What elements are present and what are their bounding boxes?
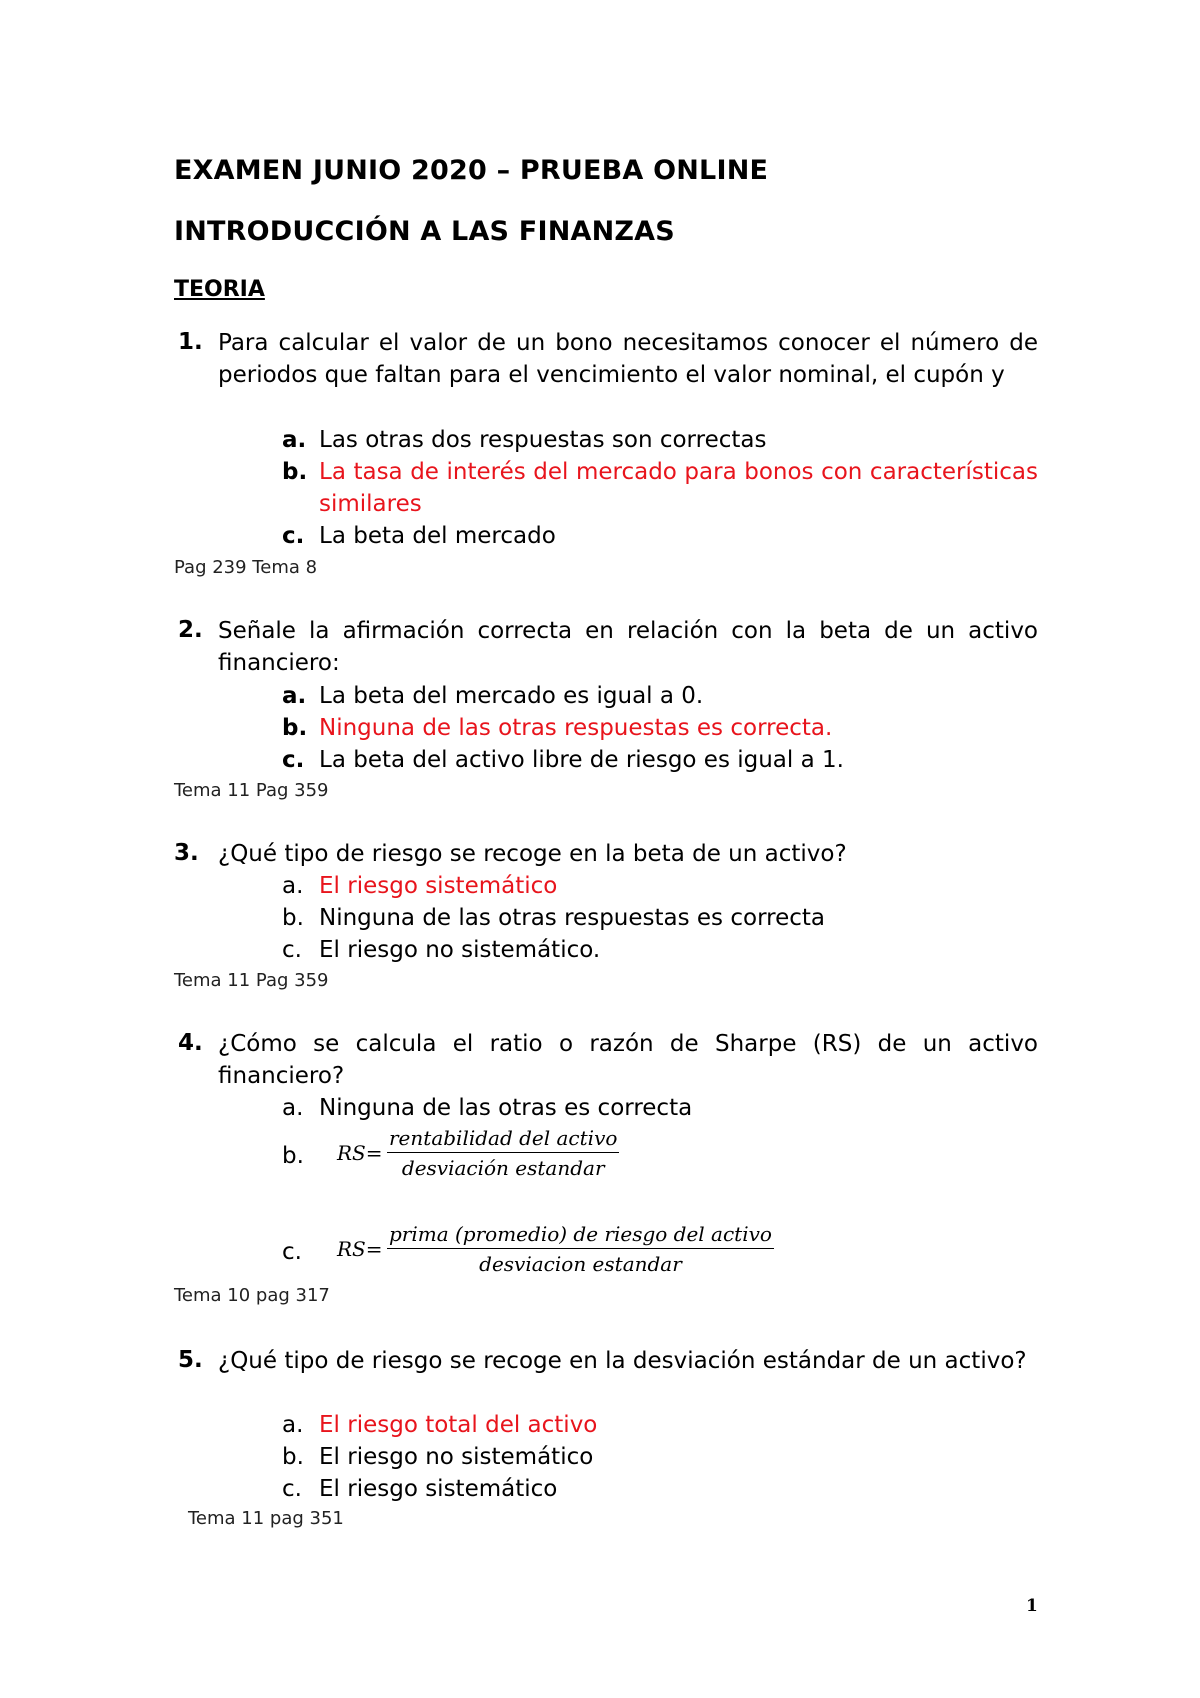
- formula-numerator: prima (promedio) de riesgo del activo: [387, 1220, 774, 1249]
- option-text: La beta del mercado es igual a 0.: [319, 683, 704, 709]
- formula-fraction: [387, 1220, 774, 1279]
- formula-denominator: desviacion estandar: [479, 1252, 682, 1276]
- question-5-number: 5.: [178, 1347, 203, 1373]
- formula-denominator: desviación estandar: [401, 1156, 605, 1180]
- course-title: INTRODUCCIÓN A LAS FINANZAS: [174, 216, 675, 247]
- option-letter: a.: [282, 1412, 304, 1438]
- option-text-correct: La tasa de interés del mercado para bonos con características similares: [319, 459, 1038, 517]
- option-text: Ninguna de las otras respuestas es correcta: [319, 905, 825, 931]
- option-letter: b.: [282, 905, 304, 931]
- question-2-number: 2.: [178, 617, 203, 643]
- question-2-option-a: [282, 680, 1038, 712]
- question-1-number: 1.: [178, 329, 203, 355]
- option-letter: c.: [282, 937, 302, 963]
- option-text-correct: El riesgo total del activo: [319, 1412, 598, 1438]
- question-2-option-c: [282, 744, 1038, 776]
- option-letter: c.: [282, 747, 305, 773]
- option-letter: b.: [282, 1143, 304, 1169]
- question-1-option-b: [282, 456, 1038, 520]
- formula-numerator: rentabilidad del activo: [387, 1124, 619, 1153]
- option-letter: c.: [282, 523, 305, 549]
- exam-title: EXAMEN JUNIO 2020 – PRUEBA ONLINE: [174, 155, 769, 186]
- question-2-option-b: [282, 712, 1038, 744]
- option-text: El riesgo no sistemático.: [319, 937, 601, 963]
- option-letter: a.: [282, 873, 304, 899]
- question-3-option-c: [282, 934, 1038, 966]
- question-4-option-a: [282, 1092, 1038, 1124]
- option-letter: b.: [282, 1444, 304, 1470]
- formula-lhs: RS=: [337, 1237, 383, 1261]
- option-text: La beta del activo libre de riesgo es igual a 1.: [319, 747, 844, 773]
- section-heading: TEORIA: [174, 277, 265, 302]
- question-3-option-b: [282, 902, 1038, 934]
- page-number: 1: [1026, 1596, 1038, 1616]
- option-letter: c.: [282, 1476, 302, 1502]
- option-text: Las otras dos respuestas son correctas: [319, 427, 767, 453]
- question-1-option-c: [282, 520, 1038, 552]
- question-1-text: Para calcular el valor de un bono necesitamos conocer el número de periodos que faltan para el vencimiento el valor nominal, el cupón y: [218, 330, 1038, 388]
- formula-lhs: RS=: [337, 1141, 383, 1165]
- option-text: El riesgo sistemático: [319, 1476, 558, 1502]
- question-3-text: ¿Qué tipo de riesgo se recoge en la beta de un activo?: [218, 841, 847, 867]
- question-3-number: 3.: [174, 840, 199, 866]
- question-4-text: ¿Cómo se calcula el ratio o razón de Sharpe (RS) de un activo financiero?: [218, 1031, 1038, 1089]
- option-letter: a.: [282, 427, 307, 453]
- question-2-reference: Tema 11 Pag 359: [174, 780, 329, 801]
- option-text: El riesgo no sistemático: [319, 1444, 594, 1470]
- question-5-reference: Tema 11 pag 351: [188, 1508, 344, 1529]
- question-5-option-c: [282, 1473, 1038, 1505]
- question-3-option-a: [282, 870, 1038, 902]
- question-2-text: Señale la afirmación correcta en relación con la beta de un activo financiero:: [218, 618, 1038, 676]
- question-5-option-a: [282, 1409, 1038, 1441]
- option-text: La beta del mercado: [319, 523, 556, 549]
- option-text-correct: El riesgo sistemático: [319, 873, 558, 899]
- question-1-reference: Pag 239 Tema 8: [174, 557, 318, 578]
- formula-fraction: [387, 1124, 619, 1183]
- question-1-option-a: [282, 424, 1038, 456]
- question-5-option-b: [282, 1441, 1038, 1473]
- question-4-reference: Tema 10 pag 317: [174, 1285, 330, 1306]
- question-5-text: ¿Qué tipo de riesgo se recoge en la desviación estándar de un activo?: [218, 1348, 1027, 1374]
- question-4-number: 4.: [178, 1030, 203, 1056]
- option-letter: a.: [282, 1095, 304, 1121]
- option-text-correct: Ninguna de las otras respuestas es correcta.: [319, 715, 833, 741]
- option-letter: b.: [282, 459, 308, 485]
- option-letter: c.: [282, 1239, 302, 1265]
- question-3-reference: Tema 11 Pag 359: [174, 970, 329, 991]
- option-letter: a.: [282, 683, 307, 709]
- option-text: Ninguna de las otras es correcta: [319, 1095, 693, 1121]
- option-letter: b.: [282, 715, 308, 741]
